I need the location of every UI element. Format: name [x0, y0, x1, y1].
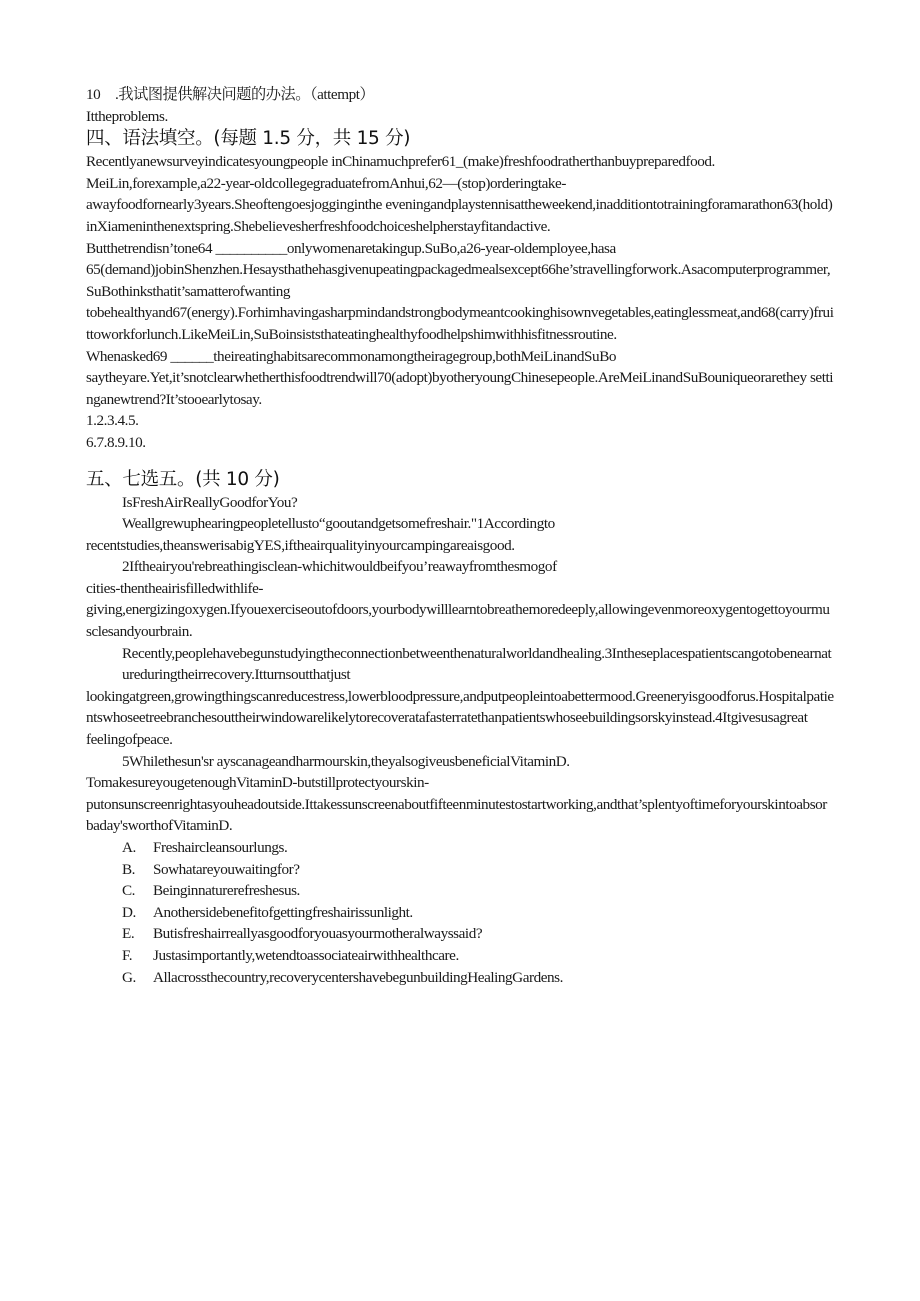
answer-numbers-row: 6.7.8.9.10.	[86, 433, 146, 451]
passage-line: 2Iftheairyou'rebreathingisclean-whichitwouldbeifyou’reawayfromthesmogof	[122, 558, 557, 576]
grammar-line: Butthetrendisn’tone64 __________onlywomenaretakingup.SuBo,a26-year-oldemployee,hasa	[86, 239, 616, 257]
grammar-line: MeiLin,forexample,a22-year-oldcollegegraduatefromAnhui,62—(stop)orderingtake-	[86, 174, 566, 192]
option-item	[86, 880, 834, 902]
option-item	[86, 967, 834, 989]
grammar-line: tobehealthyand67(energy).Forhimhavingasharpmindandstrongbodymeantcookinghisownvegetables,eatinglessmeat,and68(carry)fruittoworkforlunch.LikeMeiLin,SuBoinsiststhateatinghealthyfoodhelpshimwithhisfitnessroutine.	[86, 304, 834, 343]
passage-line: Weallgrewuphearingpeopletellusto“gooutandgetsomefreshair."1Accordingto	[122, 515, 555, 533]
passage-line: giving,energizingoxygen.Ifyouexerciseoutofdoors,yourbodywilllearntobreathemoredeeply,allowingevenmoreoxygentogettoyourmusclesandyourbrain.	[86, 601, 830, 641]
option-text: Freshaircleansourlungs.	[153, 839, 288, 856]
grammar-line: awayfoodfornearly3years.Sheoftengoesjogginginthe eveningandplaystennisattheweekend,inadditiontotrainingforamarathon63(hold)inXiameninthenextspring.Shebelievesherfreshfoodchoiceshelpherstayfitandactive.	[86, 196, 833, 235]
translation-answer: Ittheproblems.	[86, 107, 168, 125]
option-letter: C.	[122, 882, 136, 900]
option-text: Allacrossthecountry,recoverycentershavebegunbuildingHealingGardens.	[153, 968, 563, 986]
translation-prompt: 10 .我试图提供解决问题的办法。（attempt）	[86, 86, 375, 103]
reading-section-heading: 五、七选五。(共 10 分)	[86, 468, 280, 490]
passage-line: recentstudies,theanswerisabigYES,iftheairqualityinyourcampingareaisgood.	[86, 536, 515, 554]
option-text: Beinginnaturerefreshesus.	[153, 882, 300, 900]
option-letter: F.	[122, 946, 133, 964]
option-letter: G.	[122, 968, 136, 986]
option-letter: D.	[122, 903, 136, 921]
grammar-section-heading: 四、语法填空。(每题 1.5 分，共 15 分)	[86, 128, 411, 150]
option-item	[86, 859, 834, 881]
options-list	[86, 837, 834, 988]
grammar-line: Recentlyanewsurveyindicatesyoungpeople inChinamuchprefer61_(make)freshfoodratherthanbuypreparedfood.	[86, 153, 715, 171]
option-text: Justasimportantly,wetendtoassociateairwithhealthcare.	[153, 946, 459, 964]
reading-passage	[86, 492, 834, 838]
page-content	[86, 84, 834, 988]
passage-line: feelingofpeace.	[86, 731, 173, 749]
grammar-line: saytheyare.Yet,it’snotclearwhetherthisfoodtrendwill70(adopt)byotheryoungChinesepeople.AreMeiLinandSuBouniqueorarethey settinganewtrend?It’stooearlytosay.	[86, 369, 833, 408]
passage-line: putonsunscreenrightasyouheadoutside.Ittakessunscreenaboutfifteenminutestostartworking,andthat’splentyoftimeforyourskintoabsorbaday'sworthofVitaminD.	[86, 795, 827, 835]
option-letter: B.	[122, 860, 136, 878]
option-item	[86, 837, 834, 859]
option-letter: A.	[122, 839, 136, 856]
passage-title: IsFreshAirReallyGoodforYou?	[122, 493, 298, 511]
option-text: Anothersidebenefitofgettingfreshairissunlight.	[153, 903, 413, 921]
option-item	[86, 902, 834, 924]
passage-line: lookingatgreen,growingthingscanreducestress,lowerbloodpressure,andputpeopleintoabettermood.Greeneryisgoodforus.Hospitalpatientswhoseetreebranchesouttheirwindowarelikelytorecoveratafasterratethanpatientswhoseebuildingsorskyinstead.4Itgivesusagreat	[86, 687, 834, 727]
option-item	[86, 945, 834, 967]
option-text: Sowhatareyouwaitingfor?	[153, 860, 300, 878]
grammar-passage	[86, 151, 834, 453]
passage-line: TomakesureyougetenoughVitaminD-butstillprotectyourskin-	[86, 774, 429, 792]
passage-line: Recently,peoplehavebegunstudyingtheconnectionbetweenthenaturalworldandhealing.3Intheseplacespatientscangotobenearnatureduringtheirrecovery.Itturnsoutthatjust	[122, 644, 832, 684]
passage-line: cities-thentheairisfilledwithlife-	[86, 579, 264, 597]
option-text: Butisfreshairreallyasgoodforyouasyourmotheralwayssaid?	[153, 925, 483, 943]
grammar-line: 65(demand)jobinShenzhen.Hesaysthathehasgivenupeatingpackagedmealsexcept66he’stravellingforwork.Asacomputerprogrammer,SuBothinksthatit’samatterofwanting	[86, 261, 831, 300]
option-item	[86, 923, 834, 945]
passage-line: 5Whilethesun'sr ayscanageandharmourskin,theyalsogiveusbeneficialVitaminD.	[122, 752, 570, 770]
option-letter: E.	[122, 925, 135, 943]
grammar-line: Whenasked69 ______theireatinghabitsarecommonamongtheiragegroup,bothMeiLinandSuBo	[86, 347, 617, 365]
answer-numbers-row: 1.2.3.4.5.	[86, 412, 139, 430]
